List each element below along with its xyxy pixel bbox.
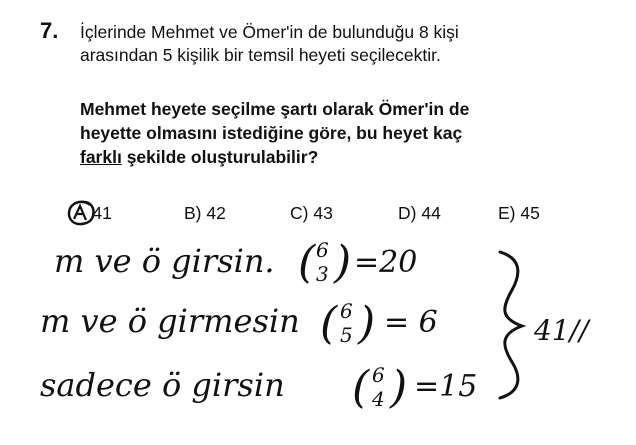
- prompt-line-3-rest: şekilde oluşturulabilir?: [121, 147, 319, 167]
- hw-line-1-open-paren: (: [298, 237, 316, 288]
- hw-line-1-result: =20: [354, 245, 418, 280]
- prompt-line-2: heyette olmasını istediğine göre, bu heyet kaç: [80, 123, 463, 143]
- hw-line-2-n: 6: [340, 299, 353, 323]
- hw-line-3-open-paren: (: [352, 362, 370, 413]
- prompt-underlined-word: farklı: [80, 147, 122, 167]
- option-d-value: 44: [421, 203, 441, 223]
- option-a-value: 41: [92, 203, 112, 223]
- question-number: 7.: [40, 18, 59, 43]
- stem-line-2: arasından 5 kişilik bir temsil heyeti seçilecektir.: [80, 45, 441, 65]
- hw-line-1-k: 3: [316, 262, 329, 286]
- hw-line-2-text: m ve ö girmesin: [40, 302, 300, 340]
- hw-line-3-k: 4: [372, 387, 385, 411]
- hw-line-1-close-paren: ): [334, 237, 352, 288]
- option-b-letter: B): [184, 203, 202, 223]
- hw-line-2-open-paren: (: [320, 298, 338, 349]
- stem-line-1: İçlerinde Mehmet ve Ömer'in de bulunduğu 8 kişi: [80, 22, 459, 42]
- hw-line-3-result: =15: [414, 369, 478, 404]
- hw-curly-brace: [500, 252, 522, 398]
- option-d-letter: D): [398, 203, 417, 223]
- option-c-letter: C): [290, 203, 309, 223]
- hw-line-3-n: 6: [372, 363, 385, 387]
- hw-line-3-text: sadece ö girsin: [40, 366, 285, 404]
- hw-line-2-k: 5: [340, 323, 353, 347]
- hw-line-1-text: m ve ö girsin.: [54, 242, 275, 280]
- hw-line-2-close-paren: ): [358, 298, 376, 349]
- hw-line-3-close-paren: ): [390, 362, 408, 413]
- option-e-letter: E): [498, 203, 516, 223]
- option-b-value: 42: [206, 203, 226, 223]
- prompt-line-1: Mehmet heyete seçilme şartı olarak Ömer'in de: [80, 99, 470, 119]
- option-e-value: 45: [520, 203, 540, 223]
- option-c-value: 43: [313, 203, 333, 223]
- hw-total: 41//: [534, 314, 589, 347]
- hw-line-2-result: = 6: [384, 305, 438, 340]
- hw-line-1-n: 6: [316, 238, 329, 262]
